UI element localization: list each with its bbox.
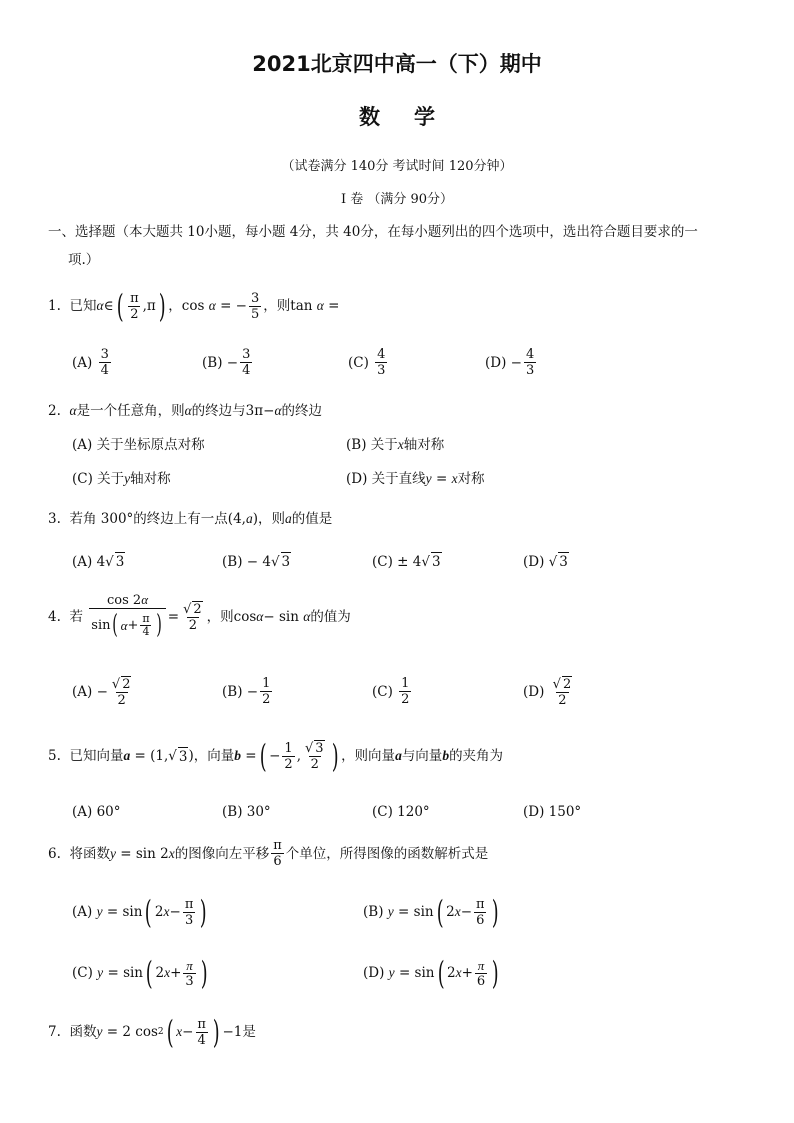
- question-6: 6. 将函数 y = sin 2 x 的图像向左平移 $\frac{\pi}{6}$ 个单位，所得图像的函数解析式是: [48, 838, 489, 869]
- subject-title: 数学: [359, 105, 469, 129]
- q5-option-a[interactable]: (A) 60°: [72, 804, 121, 820]
- q1-option-b[interactable]: (B) − $\frac{3}{4}$: [202, 347, 251, 378]
- section-heading-line2: 项.）: [68, 252, 100, 268]
- q3-option-a[interactable]: (A) 4√ 3: [72, 554, 125, 570]
- q5-option-d[interactable]: (D) 150°: [523, 804, 582, 820]
- q6-option-c[interactable]: (C) y = sin ( 2 x + $\frac{\pi}{3}$ ): [72, 954, 208, 992]
- q2-option-a[interactable]: (A) 关于坐标原点对称: [72, 437, 205, 453]
- q4-option-c[interactable]: (C) $\frac{1}{2}$: [372, 676, 410, 707]
- question-number: 1.: [48, 298, 61, 314]
- q5-option-c[interactable]: (C) 120°: [372, 804, 430, 820]
- q1-option-a[interactable]: (A) $\frac{3}{4}$: [72, 347, 109, 378]
- volume-info: I 卷 （满分 90分）: [340, 192, 454, 207]
- q6-option-d[interactable]: (D) y = sin ( 2 x + $\frac{\pi}{6}$ ): [363, 954, 499, 992]
- q6-option-b[interactable]: (B) y = sin ( 2 x − $\frac{\pi}{6}$ ): [363, 893, 499, 931]
- question-1: 1. 已知 α ∈ ( $\frac{\pi}{2}$ ,π ) ，cos α = − $\frac{3}{5}$ ，则tan α =: [48, 287, 340, 325]
- question-3: 3. 若角 300°的终边上有一点(4,a)，则a的值是: [48, 511, 333, 527]
- question-4: 4. 若 cos 2α sin ( α + $\frac{\pi}{4}$ ) = $\frac{√ 2}{2}$ ，则cos α − sin α 的值为: [48, 592, 351, 640]
- question-7: 7. 函数 y = 2 cos 2 ( x − $\frac{\pi}{4}$ ) −1 是: [48, 1013, 256, 1051]
- q3-option-d[interactable]: (D) √ 3: [523, 554, 568, 570]
- q2-option-c[interactable]: (C) 关于y轴对称: [72, 471, 171, 487]
- q1-option-c[interactable]: (C) $\frac{4}{3}$: [348, 347, 386, 378]
- exam-info: （试卷满分 140分 考试时间 120分钟）: [281, 159, 513, 174]
- q3-option-c[interactable]: (C) ± 4√ 3: [372, 554, 441, 570]
- q4-option-d[interactable]: (D) $\frac{√ 2}{2}$: [523, 677, 572, 708]
- question-5: 5. 已知向量 a = (1,√ 3 ) ，向量 b = ( − $\frac{1}{2}$ , $\frac{√ 3}{2}$ ) ，则向量 a 与向量 b 的夹角为: [48, 737, 504, 775]
- q5-option-b[interactable]: (B) 30°: [222, 804, 271, 820]
- q6-option-a[interactable]: (A) y = sin ( 2 x − $\frac{\pi}{3}$ ): [72, 893, 208, 931]
- q4-option-b[interactable]: (B) − $\frac{1}{2}$: [222, 676, 271, 707]
- q2-option-d[interactable]: (D) 关于直线y = x对称: [346, 471, 485, 487]
- q2-option-b[interactable]: (B) 关于x轴对称: [346, 437, 445, 453]
- section-heading-line1: 一、选择题（本大题共 10小题，每小题 4分，共 40分，在每小题列出的四个选项中，选出符合题目要求的一: [48, 224, 698, 240]
- q1-option-d[interactable]: (D) − $\frac{4}{3}$: [485, 347, 535, 378]
- page-title: 2021北京四中高一（下）期中: [252, 52, 542, 76]
- q3-option-b[interactable]: (B) − 4√ 3: [222, 554, 291, 570]
- question-2: 2. α是一个任意角，则α的终边与3π−α的终边: [48, 403, 323, 419]
- q4-option-a[interactable]: (A) − $\frac{√ 2}{2}$: [72, 677, 131, 708]
